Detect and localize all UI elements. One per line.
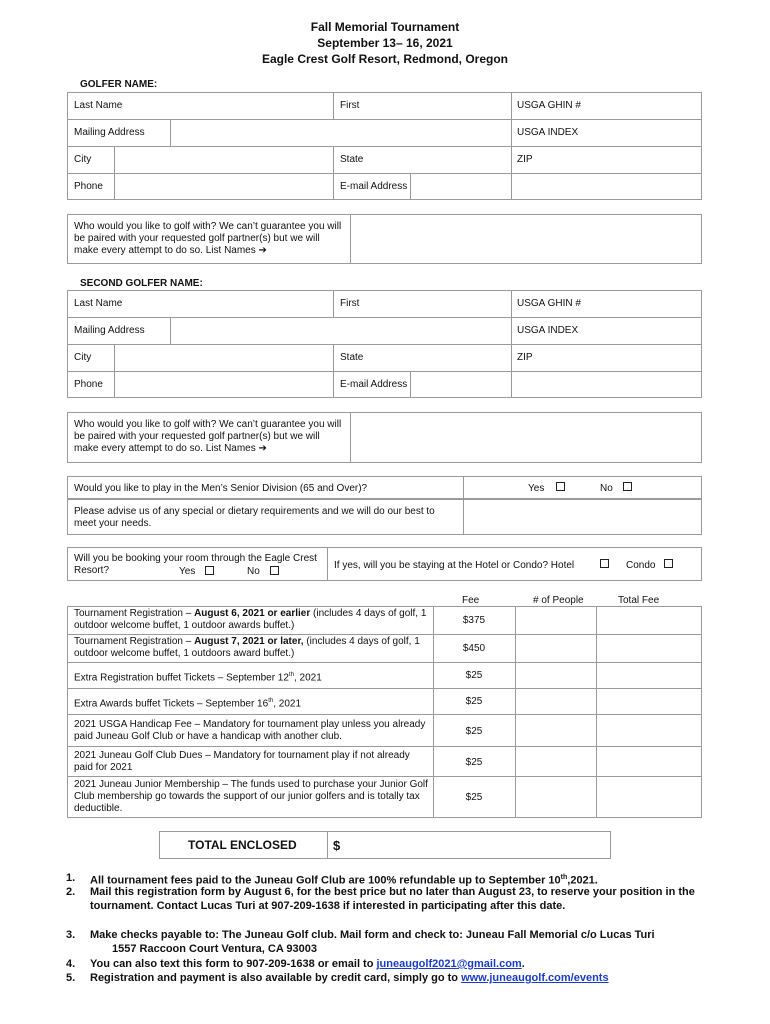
last-name-field[interactable]: Last Name: [74, 100, 123, 111]
note-text-email: You can also text this form to 907-209-1638 or email to juneaugolf2021@gmail.com.: [90, 958, 525, 970]
note-number: 2.: [66, 886, 76, 898]
note-checks: Make checks payable to: The Juneau Golf club. Mail form and check to: Juneau Fall Memorial c/o Lucas Turi 1557 Raccoon Court Ventura, CA 93003: [90, 929, 655, 955]
usga-index-field[interactable]: USGA INDEX: [517, 127, 579, 138]
note-number: 3.: [66, 929, 76, 941]
email-field[interactable]: E-mail Address: [340, 181, 408, 192]
golfer-section-title: GOLFER NAME:: [80, 79, 158, 90]
second-first-name-field[interactable]: First: [340, 298, 360, 309]
booking-yes-checkbox[interactable]: [205, 566, 214, 575]
booking-no-label: No: [247, 566, 260, 577]
first-name-field[interactable]: First: [340, 100, 360, 111]
second-state-field[interactable]: State: [340, 352, 364, 363]
total-enclosed-label: TOTAL ENCLOSED: [188, 838, 297, 852]
website-link[interactable]: www.juneaugolf.com/events: [461, 972, 609, 984]
fee-value: $25: [465, 670, 483, 681]
partner-names-input[interactable]: [351, 215, 701, 263]
form-title: Fall Memorial Tournament: [310, 20, 460, 34]
booking-yes-label: Yes: [179, 566, 196, 577]
second-mailing-address-field[interactable]: Mailing Address: [74, 325, 145, 336]
fee-row-junior-membership: 2021 Juneau Junior Membership – The funds used to purchase your Junior Golf Club membership go towards the support of our junior golfers and is totally tax deductible.: [74, 779, 428, 814]
booking-no-checkbox[interactable]: [270, 566, 279, 575]
senior-yes-label: Yes: [528, 483, 545, 494]
second-usga-index-field[interactable]: USGA INDEX: [517, 325, 579, 336]
second-zip-field[interactable]: ZIP: [517, 352, 533, 363]
note-number: 5.: [66, 972, 76, 984]
fee-row-usga-handicap: 2021 USGA Handicap Fee – Mandatory for tournament play unless you already paid Juneau Golf Club or have a handicap with another club.: [74, 719, 426, 742]
fee-row-late-registration: Tournament Registration – August 7, 2021 or later, (includes 4 days of golf, 1 outdoor welcome buffet, 1 outdoors award buffet.): [74, 636, 420, 659]
second-partner-request-label: Who would you like to golf with? We can’t guarantee you will be paired with your requested golf partner(s) but we will make every attempt to do so. List Names ➔: [74, 419, 342, 454]
form-dates: September 13– 16, 2021: [317, 36, 453, 50]
email-link[interactable]: juneaugolf2021@gmail.com: [376, 958, 522, 970]
form-location: Eagle Crest Golf Resort, Redmond, Oregon: [261, 52, 509, 66]
note-credit-card: Registration and payment is also available by credit card, simply go to www.juneaugolf.com/events: [90, 972, 609, 984]
city-field[interactable]: City: [74, 154, 92, 165]
second-usga-ghin-field[interactable]: USGA GHIN #: [517, 298, 581, 309]
fee-value: $25: [465, 696, 483, 707]
fee-value: $25: [465, 792, 483, 803]
usga-ghin-field[interactable]: USGA GHIN #: [517, 100, 581, 111]
fee-row-registration-buffet: Extra Registration buffet Tickets – September 12th, 2021: [74, 672, 322, 684]
fee-value: $450: [462, 643, 486, 654]
stay-question: If yes, will you be staying at the Hotel or Condo? Hotel: [334, 560, 575, 571]
second-city-field[interactable]: City: [74, 352, 92, 363]
fee-row-awards-buffet: Extra Awards buffet Tickets – September 16th, 2021: [74, 698, 302, 710]
total-currency: $: [333, 838, 341, 853]
state-field[interactable]: State: [340, 154, 364, 165]
total-fee-column[interactable]: [597, 607, 701, 817]
senior-no-label: No: [600, 483, 613, 494]
note-number: 4.: [66, 958, 76, 970]
second-partner-names-input[interactable]: [351, 413, 701, 462]
fee-row-club-dues: 2021 Juneau Golf Club Dues – Mandatory for tournament play if not already paid for 2021: [74, 750, 410, 773]
senior-division-question: Would you like to play in the Men’s Senior Division (65 and Over)?: [74, 483, 368, 494]
senior-no-checkbox[interactable]: [623, 482, 632, 491]
second-email-field[interactable]: E-mail Address: [340, 379, 408, 390]
second-golfer-section-title: SECOND GOLFER NAME:: [80, 278, 203, 289]
total-fee-column-header: Total Fee: [618, 595, 660, 606]
phone-field[interactable]: Phone: [74, 181, 103, 192]
hotel-checkbox[interactable]: [600, 559, 609, 568]
people-count-column[interactable]: [516, 607, 596, 817]
fee-value: $25: [465, 726, 483, 737]
fee-value: $25: [465, 757, 483, 768]
condo-label: Condo: [626, 560, 656, 571]
fee-value: $375: [462, 615, 486, 626]
mailing-address-field[interactable]: Mailing Address: [74, 127, 145, 138]
people-column-header: # of People: [533, 595, 584, 606]
fee-column-header: Fee: [462, 595, 480, 606]
dietary-input[interactable]: [464, 500, 701, 534]
total-amount-input[interactable]: [345, 832, 610, 858]
note-refund: All tournament fees paid to the Juneau Golf Club are 100% refundable up to September 10th,2021.: [90, 874, 598, 887]
condo-checkbox[interactable]: [664, 559, 673, 568]
fee-row-early-registration: Tournament Registration – August 6, 2021 or earlier (includes 4 days of golf, 1 outdoor welcome buffet, 1 outdoor awards buffet.): [74, 608, 427, 631]
senior-yes-checkbox[interactable]: [556, 482, 565, 491]
zip-field[interactable]: ZIP: [517, 154, 533, 165]
booking-question: Will you be booking your room through the Eagle Crest Resort?: [74, 553, 317, 576]
partner-request-label: Who would you like to golf with? We can’t guarantee you will be paired with your requested golf partner(s) but we will make every attempt to do so. List Names ➔: [74, 221, 342, 256]
second-last-name-field[interactable]: Last Name: [74, 298, 123, 309]
dietary-question: Please advise us of any special or dietary requirements and we will do our best to meet your needs.: [74, 506, 435, 529]
note-mail-deadline: Mail this registration form by August 6, for the best price but no later than August 23, to reserve your position in the tournament. Contact Lucas Turi at 907-209-1638 if interested in participating after this date.: [90, 886, 695, 912]
note-number: 1.: [66, 872, 76, 884]
second-phone-field[interactable]: Phone: [74, 379, 103, 390]
